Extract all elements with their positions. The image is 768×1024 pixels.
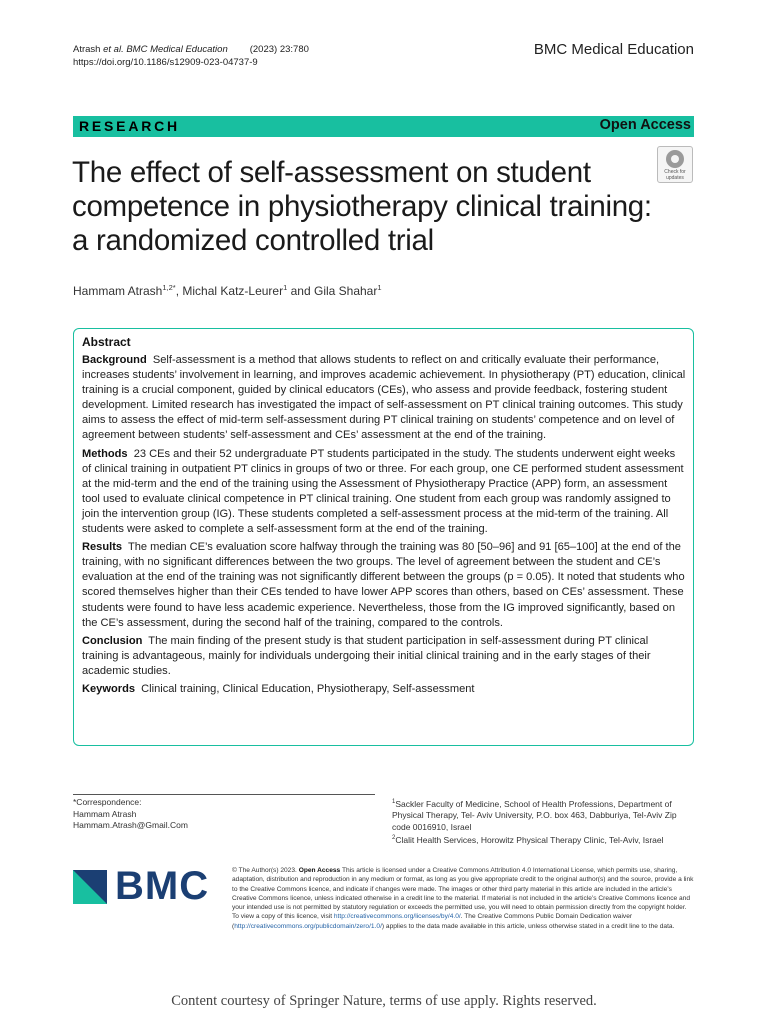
author-name[interactable]: Hammam Atrash bbox=[73, 284, 163, 298]
abstract-body bbox=[82, 353, 686, 700]
footer-notice: Content courtesy of Springer Nature, terms of use apply. Rights reserved. bbox=[171, 993, 597, 1009]
license-open-access: Open Access bbox=[298, 867, 341, 874]
affiliation-item bbox=[392, 797, 697, 833]
crossmark-line1: Check for bbox=[664, 169, 686, 175]
article-title: The effect of self-assessment on student competence in physiotherapy clinical training: a randomized controlled trial bbox=[72, 156, 652, 257]
footnote-divider bbox=[73, 794, 375, 795]
section-text: Self-assessment is a method that allows students to reflect on and critically evaluate their performance, increases students’ involvement in learning, and improves academic achievement. In physiotherapy (PT) education, clinical training is a crucial component, guided by clinical educators (CEs), who assess and provide feedback, fostering student development. Limited research has investigated the impact of self-assessment on PT clinical training outcomes. This study aims to assess the effect of mid-term self-assessment during PT clinical training on students’ competence and on level of agreement between students’ self-assessment and CEs’ assessment at the end of the training. bbox=[82, 354, 686, 442]
doi-link[interactable]: https://doi.org/10.1186/s12909-023-04737-9 bbox=[73, 57, 258, 68]
author-list bbox=[73, 283, 382, 298]
affiliation-text: Clalit Health Services, Horowitz Physical Therapy Clinic, Tel-Aviv, Israel bbox=[395, 835, 664, 846]
bmc-logo-text: BMC bbox=[115, 864, 210, 908]
research-banner bbox=[73, 116, 694, 137]
author-affiliation-marker: 1,2* bbox=[162, 283, 176, 292]
keywords-text: Clinical training, Clinical Education, Physiotherapy, Self-assessment bbox=[141, 682, 475, 695]
crossmark-icon bbox=[666, 150, 684, 168]
license-body-1: This article is licensed under a Creative Commons Attribution 4.0 International License, which permits use, sharing, adaptation, distribution and reproduction in any medium or format, as long as you give appropriate credit to the original author(s) and the source, provide a link to the Creative Commons licence, and indicate if changes were made. The images or other third party material in this article are included in the article’s Creative Commons licence, unless indicated otherwise in a credit line to the material. If material is not included in the article’s Creative Commons licence and your intended use is not permitted by statutory regulation or exceeds the permitted use, you will need to obtain permission directly from the copyright holder. To view a copy of this licence, visit bbox=[232, 867, 694, 921]
crossmark-label bbox=[658, 169, 692, 181]
author-separator: and bbox=[287, 284, 314, 298]
cc-by-link[interactable]: http://creativecommons.org/licenses/by/4.0/ bbox=[333, 913, 461, 921]
license-body-3: ) applies to the data made available in this article, unless otherwise stated in a credit line to the data. bbox=[381, 922, 675, 930]
journal-name: BMC Medical Education bbox=[533, 41, 694, 58]
author-affiliation-marker: 1 bbox=[377, 283, 382, 292]
affiliation-text: Sackler Faculty of Medicine, School of Health Professions, Department of Physical Therapy, Tel- Aviv University, P.O. box 463, Dabburiya, Tel-Aviv Zip code 0016910, Israel bbox=[392, 798, 677, 832]
check-for-updates-button[interactable] bbox=[657, 146, 693, 183]
author-affiliation-marker: 1 bbox=[283, 283, 288, 292]
correspondence-label: *Correspondence: bbox=[73, 797, 142, 807]
correspondence-email[interactable]: Hammam.Atrash@Gmail.Com bbox=[73, 820, 188, 830]
citation-year-volume: (2023) 23:780 bbox=[249, 44, 309, 55]
section-label: Conclusion bbox=[82, 634, 143, 647]
abstract-background bbox=[82, 353, 686, 444]
bmc-logo-icon bbox=[73, 870, 107, 904]
section-text: The main finding of the present study is that student participation in self-assessment during PT clinical training is advantageous, mainly for individuals undergoing their initial clinical training and in the early stages of their academic studies. bbox=[82, 634, 651, 677]
section-label: RESEARCH bbox=[79, 118, 180, 134]
correspondence bbox=[73, 797, 188, 832]
keywords bbox=[82, 682, 686, 697]
license-text bbox=[232, 866, 695, 931]
bmc-logo bbox=[73, 866, 215, 906]
abstract-heading: Abstract bbox=[82, 335, 131, 349]
author-separator: , bbox=[175, 284, 183, 298]
citation-journal: et al. BMC Medical Education bbox=[103, 44, 228, 55]
citation-line bbox=[73, 43, 309, 56]
citation-header bbox=[73, 43, 309, 69]
abstract-box bbox=[73, 328, 694, 746]
keywords-label: Keywords bbox=[82, 682, 136, 695]
author-name[interactable]: Gila Shahar bbox=[313, 284, 378, 298]
abstract-results bbox=[82, 540, 686, 631]
abstract-conclusion bbox=[82, 634, 686, 679]
section-label: Methods bbox=[82, 447, 128, 460]
section-label: Results bbox=[82, 541, 123, 554]
section-text: The median CE’s evaluation score halfway through the training was 80 [50–96] and 91 [65–100] at the end of the training, with no significant differences between the two groups. The level of agreement between the student and CE’s evaluation at the end of the training was not significantly different between the groups (p = 0.05). It noted that students who scored themselves higher than their CEs tended to have lower APP scores than others, based on CEs’ assessment. These students were found to have less academic experience. Nevertheless, those from the IG improved significantly, based on the CE’s assessment, during the second half of the training, compared to the controls. bbox=[82, 541, 685, 629]
citation-author: Atrash bbox=[73, 44, 104, 55]
section-label: Background bbox=[82, 354, 147, 366]
section-text: 23 CEs and their 52 undergraduate PT students participated in the study. The students underwent eight weeks of clinical training in outpatient PT clinics in groups of two or three. For each group, one CE performed student assessment at the mid-term and the end of the training using the Assessment of Physiotherapy Practice (APP) form, an assessment tool used to evaluate clinical competence in PT clinical training. One student from each group was randomly assigned to join the intervention group (IG). These students completed a self-assessment process at the mid-term of the training. All students were asked to complete a self-assessment form at the end of the training. bbox=[82, 447, 684, 536]
crossmark-line2: updates bbox=[666, 175, 684, 181]
open-access-label: Open Access bbox=[599, 117, 691, 133]
affiliation-marker: 1 bbox=[392, 799, 396, 805]
license-body-2: . The Creative Commons Public Domain Dedication waiver ( bbox=[232, 913, 633, 930]
correspondence-name: Hammam Atrash bbox=[73, 808, 137, 819]
author-name[interactable]: Michal Katz-Leurer bbox=[182, 284, 284, 298]
affiliation-marker: 2 bbox=[392, 835, 396, 842]
affiliations bbox=[392, 797, 697, 847]
cc-zero-link[interactable]: http://creativecommons.org/publicdomain/zero/1.0/ bbox=[234, 922, 382, 930]
abstract-methods bbox=[82, 447, 686, 538]
license-copyright: © The Author(s) 2023. bbox=[232, 867, 299, 874]
affiliation-item bbox=[392, 833, 697, 846]
